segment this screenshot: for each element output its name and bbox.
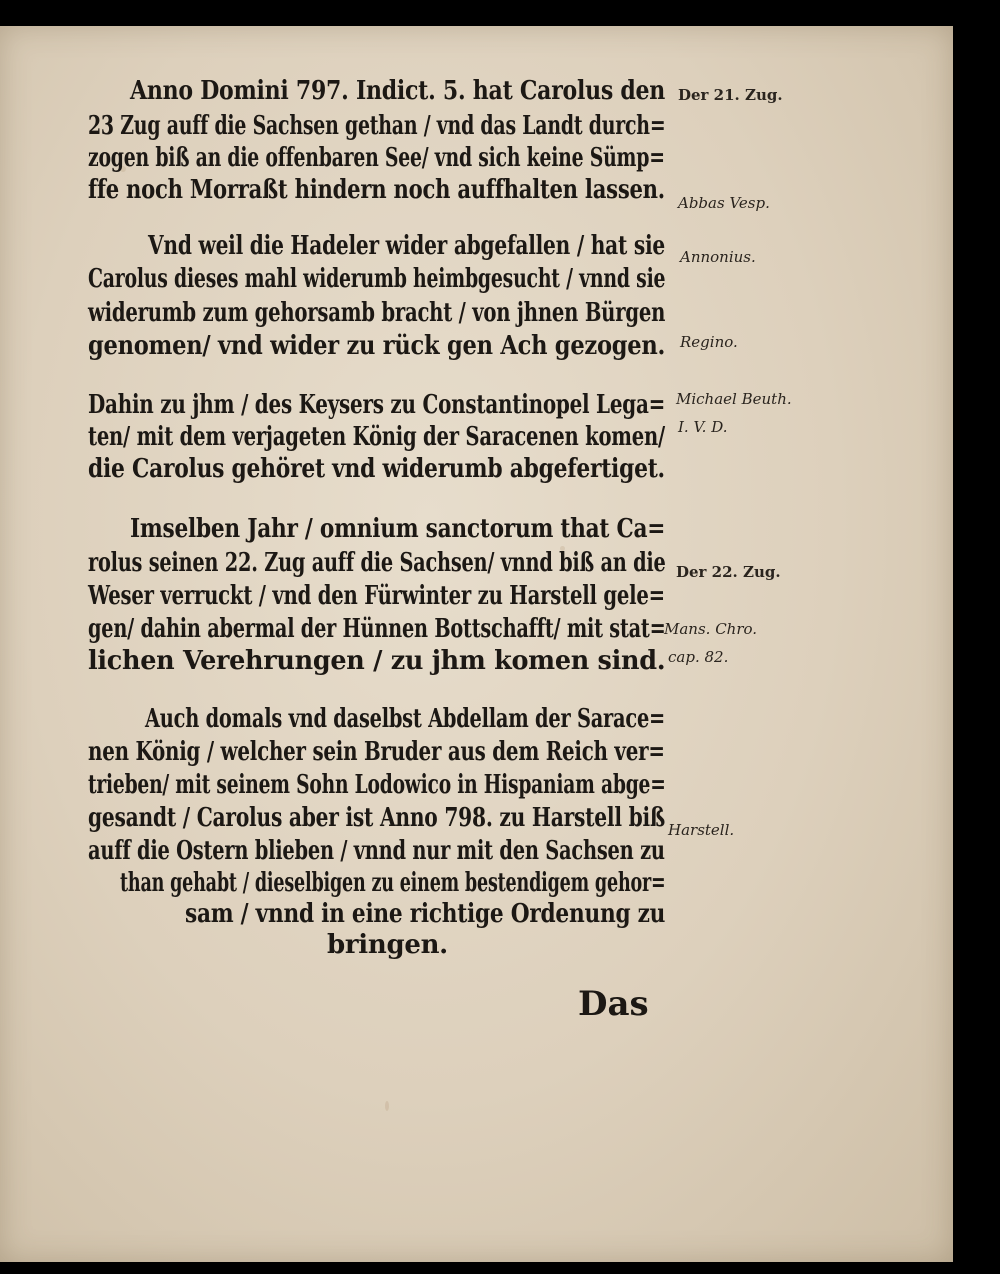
text-line: gesandt / Carolus aber ist Anno 798. zu Harstell biß	[88, 803, 666, 833]
text-line: Dahin zu jhm / des Keysers zu Constantinopel Lega=	[88, 390, 666, 420]
margin-note: I. V. D.	[678, 418, 728, 436]
margin-note: Abbas Vesp.	[678, 194, 770, 212]
text-line: Weser verruckt / vnd den Fürwinter zu Harstell gele=	[88, 581, 665, 611]
margin-note: Harstell.	[668, 821, 735, 839]
catchword: Das	[578, 984, 649, 1024]
text-line: Auch domals vnd daselbst Abdellam der Sarace=	[145, 704, 666, 734]
margin-note: Annonius.	[680, 248, 756, 266]
margin-note: Regino.	[680, 333, 738, 351]
text-line: sam / vnnd in eine richtige Ordenung zu	[185, 899, 666, 929]
main-text-block	[0, 26, 953, 1262]
text-line: nen König / welcher sein Bruder aus dem Reich ver=	[88, 737, 665, 767]
text-line: lichen Verehrungen / zu jhm komen sind.	[88, 646, 666, 676]
margin-note: cap. 82.	[668, 648, 729, 666]
text-line: zogen biß an die offenbaren See/ vnd sich keine Sümp=	[88, 143, 665, 173]
text-line: die Carolus gehöret vnd widerumb abgefertiget.	[88, 454, 665, 484]
text-line: rolus seinen 22. Zug auff die Sachsen/ vnnd biß an die	[88, 548, 666, 578]
margin-note: Michael Beuth.	[676, 390, 792, 408]
text-line: Carolus dieses mahl widerumb heimbgesucht / vnnd sie	[88, 264, 666, 294]
text-line: ffe noch Morraßt hindern noch auffhalten lassen.	[88, 175, 665, 205]
margin-note: Mans. Chro.	[664, 620, 758, 638]
text-line: trieben/ mit seinem Sohn Lodowico in Hispaniam abge=	[88, 770, 666, 800]
text-line: gen/ dahin abermal der Hünnen Bottschafft/ mit stat=	[88, 614, 666, 644]
text-line: 23 Zug auff die Sachsen gethan / vnd das Landt durch=	[88, 111, 666, 141]
text-line: auff die Ostern blieben / vnnd nur mit den Sachsen zu	[88, 836, 665, 866]
text-line: bringen.	[327, 930, 448, 960]
text-line: widerumb zum gehorsamb bracht / von jhnen Bürgen	[88, 298, 666, 328]
text-line: Imselben Jahr / omnium sanctorum that Ca=	[130, 514, 666, 544]
book-page	[0, 26, 953, 1262]
margin-note: Der 22. Zug.	[676, 563, 781, 581]
text-line: genomen/ vnd wider zu rück gen Ach gezogen.	[88, 331, 666, 361]
text-line: Anno Domini 797. Indict. 5. hat Carolus den	[130, 76, 666, 106]
text-line: Vnd weil die Hadeler wider abgefallen / hat sie	[148, 231, 665, 261]
text-line: ten/ mit dem verjageten König der Saracenen komen/	[88, 422, 665, 452]
margin-note: Der 21. Zug.	[678, 86, 783, 104]
text-line: than gehabt / dieselbigen zu einem bestendigem gehor=	[120, 868, 666, 898]
